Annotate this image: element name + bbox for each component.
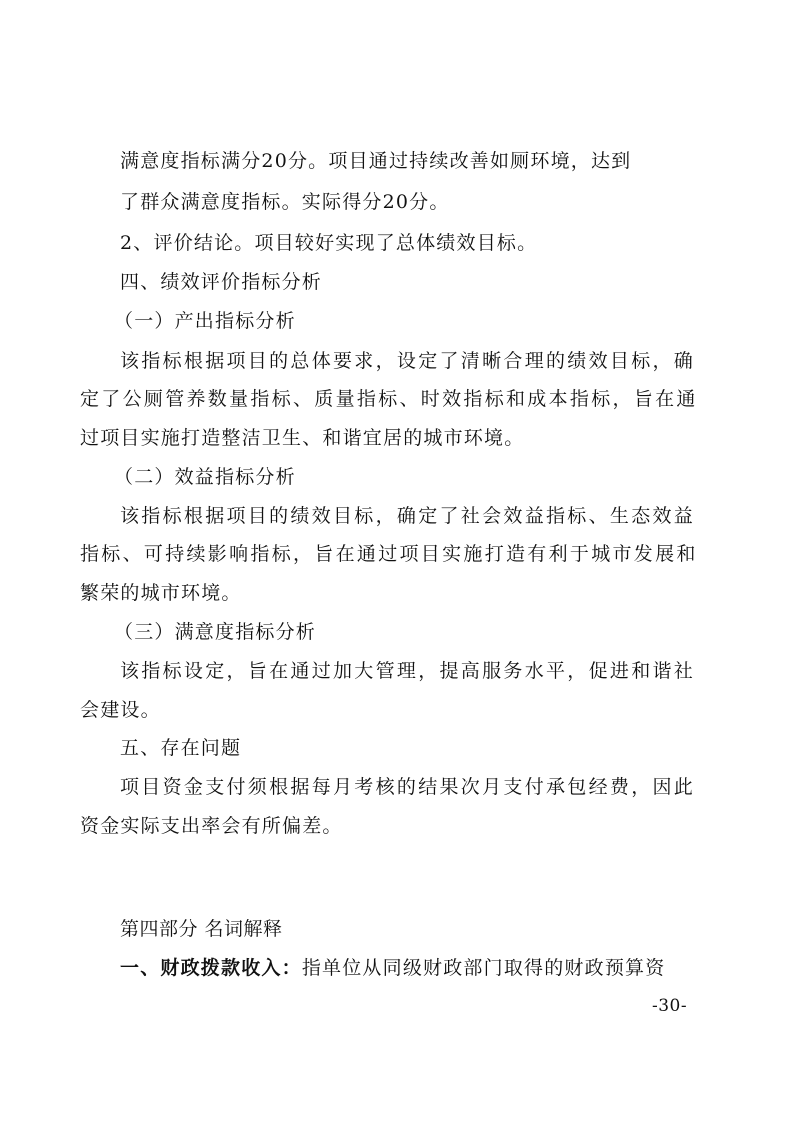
paragraph-line: 满意度指标满分20分。项目通过持续改善如厕环境，达到 — [120, 150, 632, 172]
paragraph-line: 过项目实施打造整洁卫生、和谐宜居的城市环境。 — [80, 427, 525, 449]
subsection-heading: （二）效益指标分析 — [114, 466, 296, 488]
section-heading: 四、绩效评价指标分析 — [120, 271, 323, 293]
section-heading: 五、存在问题 — [120, 737, 242, 759]
paragraph-line: 繁荣的城市环境。 — [80, 582, 242, 604]
paragraph-line: 该指标根据项目的绩效目标，确定了社会效益指标、生态效益 — [120, 505, 696, 527]
term-label: 一、财政拨款收入： — [120, 957, 302, 979]
paragraph-line: 该指标根据项目的总体要求，设定了清晰合理的绩效目标，确 — [120, 350, 696, 372]
paragraph-line: 该指标设定，旨在通过加大管理，提高服务水平，促进和谐社 — [120, 660, 696, 682]
subsection-heading: （三）满意度指标分析 — [114, 621, 317, 643]
paragraph-line: 2、评价结论。项目较好实现了总体绩效目标。 — [120, 232, 538, 254]
part-heading: 第四部分 名词解释 — [120, 918, 283, 940]
page-number: -30- — [652, 996, 688, 1016]
paragraph-line: 会建设。 — [80, 699, 161, 721]
term-text: 指单位从同级财政部门取得的财政预算资 — [301, 957, 666, 979]
term-definition — [120, 957, 665, 979]
paragraph-line: 了群众满意度指标。实际得分20分。 — [120, 191, 450, 213]
paragraph-line: 项目资金支付须根据每月考核的结果次月支付承包经费，因此 — [120, 776, 696, 798]
paragraph-line: 定了公厕管养数量指标、质量指标、时效指标和成本指标，旨在通 — [80, 388, 698, 410]
paragraph-line: 指标、可持续影响指标，旨在通过项目实施打造有利于城市发展和 — [80, 543, 698, 565]
paragraph-line: 资金实际支出率会有所偏差。 — [80, 815, 343, 837]
subsection-heading: （一）产出指标分析 — [114, 310, 296, 332]
